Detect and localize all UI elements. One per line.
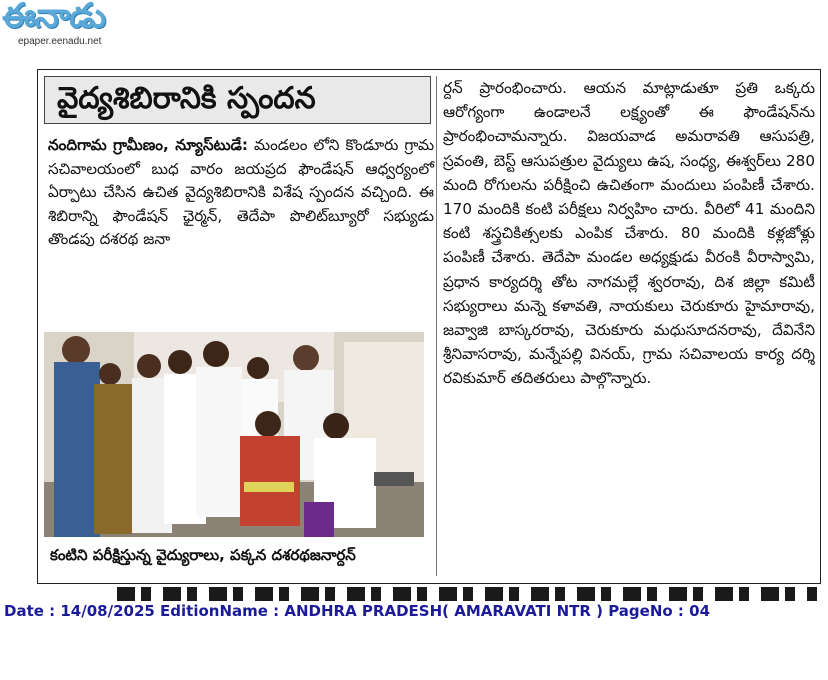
article-headline: వైద్యశిబిరానికి స్పందన bbox=[44, 76, 431, 124]
news-clipping bbox=[37, 69, 821, 584]
photo-caption: కంటిని పరీక్షిస్తున్న వైద్యురాలు, పక్కన దశరథజనార్దన్ bbox=[50, 546, 356, 564]
eenadu-logo bbox=[2, 0, 142, 50]
article-photo bbox=[44, 332, 424, 537]
column-divider bbox=[436, 76, 437, 576]
next-article-strip bbox=[37, 585, 821, 601]
edition-footer: Date : 14/08/2025 EditionName : ANDHRA PRADESH( AMARAVATI NTR ) PageNo : 04 bbox=[4, 602, 711, 620]
site-url: epaper.eenadu.net bbox=[18, 36, 102, 47]
cropped-text-band bbox=[117, 587, 817, 601]
left-body-text: మండలం లోని కొండూరు గ్రామ సచివాలయంలో బుధ వారం జయప్రద ఫౌండేషన్ ఆధ్వర్యంలో ఏర్పాటు చేసిన ఉచిత వైద్యశిబిరానికి విశేష స్పందన వచ్చింది. ఈ శిబిరాన్ని ఫౌండేషన్ ఛైర్మన్, తెదేపా పొలిట్‌బ్యూరో సభ్యుడు తొండపు దశరథ జనా bbox=[48, 136, 435, 248]
left-column bbox=[48, 134, 434, 252]
dateline: నందిగామ గ్రామీణం, న్యూస్‌టుడే: bbox=[48, 136, 248, 154]
right-column: ర్దన్ ప్రారంభించారు. ఆయన మాట్లాడుతూ ప్రతి ఒక్కరు ఆరోగ్యంగా ఉండాలనే లక్ష్యంతో ఈ ఫౌండేషన్‌ను ప్రారంభించామన్నారు. విజయవాడ అమరావతి ఆసుపత్రి, స్రవంతి, బెస్ట్ ఆసుపత్రుల వైద్యులు ఉష, సంధ్య, ఈశ్వర్‌లు 280 మంది రోగులను పరీక్షించి ఉచితంగా మందులు పంపిణీ చేశారు. 170 మందికి కంటి పరీక్షలు నిర్వహిం చారు. వీరిలో 41 మందిని కంటి శస్త్రచికిత్సలకు ఎంపిక చేశారు. 80 మందికి కళ్లజోళ్లు పంపిణీ చేశారు. తెదేపా మండల అధ్యక్షుడు వీరంకి వీరాస్వామి, ప్రధాన కార్యదర్శి తోట నాగమల్లే శ్వరరావు, దిశ జిల్లా కమిటీ సభ్యురాలు మన్నె కళావతి, నాయకులు చెరుకూరు హైమారావు, జవ్వాజి బాస్కరరావు, చెరుకూరు మధుసూదనరావు, దేవినేని శ్రీనివాసరావు, మన్నేపల్లి వినయ్, గ్రామ సచివాలయ కార్య దర్శి రవికుమార్ తదితరులు పాల్గొన్నారు. bbox=[443, 79, 815, 388]
logo-text: ఈనాడు bbox=[2, 0, 106, 36]
